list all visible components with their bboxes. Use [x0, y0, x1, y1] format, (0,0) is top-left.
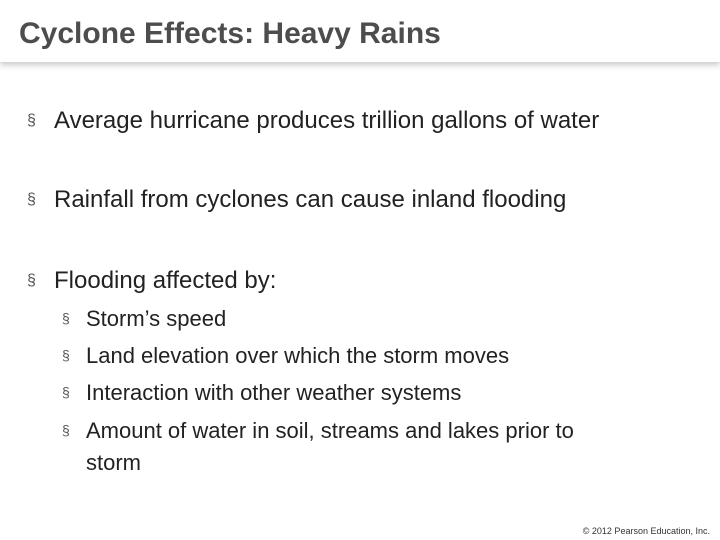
slide-title: Cyclone Effects: Heavy Rains — [19, 17, 441, 50]
title-bar — [0, 0, 720, 62]
sub-bullet-text: Storm’s speed — [86, 306, 227, 331]
sub-bullet-text: Interaction with other weather systems — [86, 380, 462, 405]
bullet-marker-icon: § — [27, 112, 36, 129]
bullet-marker-icon: § — [62, 310, 70, 326]
bullet-text: Flooding affected by: — [54, 267, 277, 294]
bullet-marker-icon: § — [27, 191, 36, 208]
bullet-marker-icon: § — [27, 272, 36, 289]
sub-bullet-text: storm — [86, 450, 141, 475]
bullet-marker-icon: § — [62, 422, 70, 438]
bullet-marker-icon: § — [62, 384, 70, 400]
sub-bullet-text: Amount of water in soil, streams and lakes prior to — [86, 418, 574, 443]
bullet-text: Average hurricane produces trillion gallons of water — [54, 107, 600, 134]
bullet-marker-icon: § — [62, 347, 70, 363]
copyright-footer: © 2012 Pearson Education, Inc. — [582, 526, 710, 536]
bullet-text: Rainfall from cyclones can cause inland flooding — [54, 186, 567, 213]
sub-bullet-text: Land elevation over which the storm moves — [86, 343, 510, 368]
